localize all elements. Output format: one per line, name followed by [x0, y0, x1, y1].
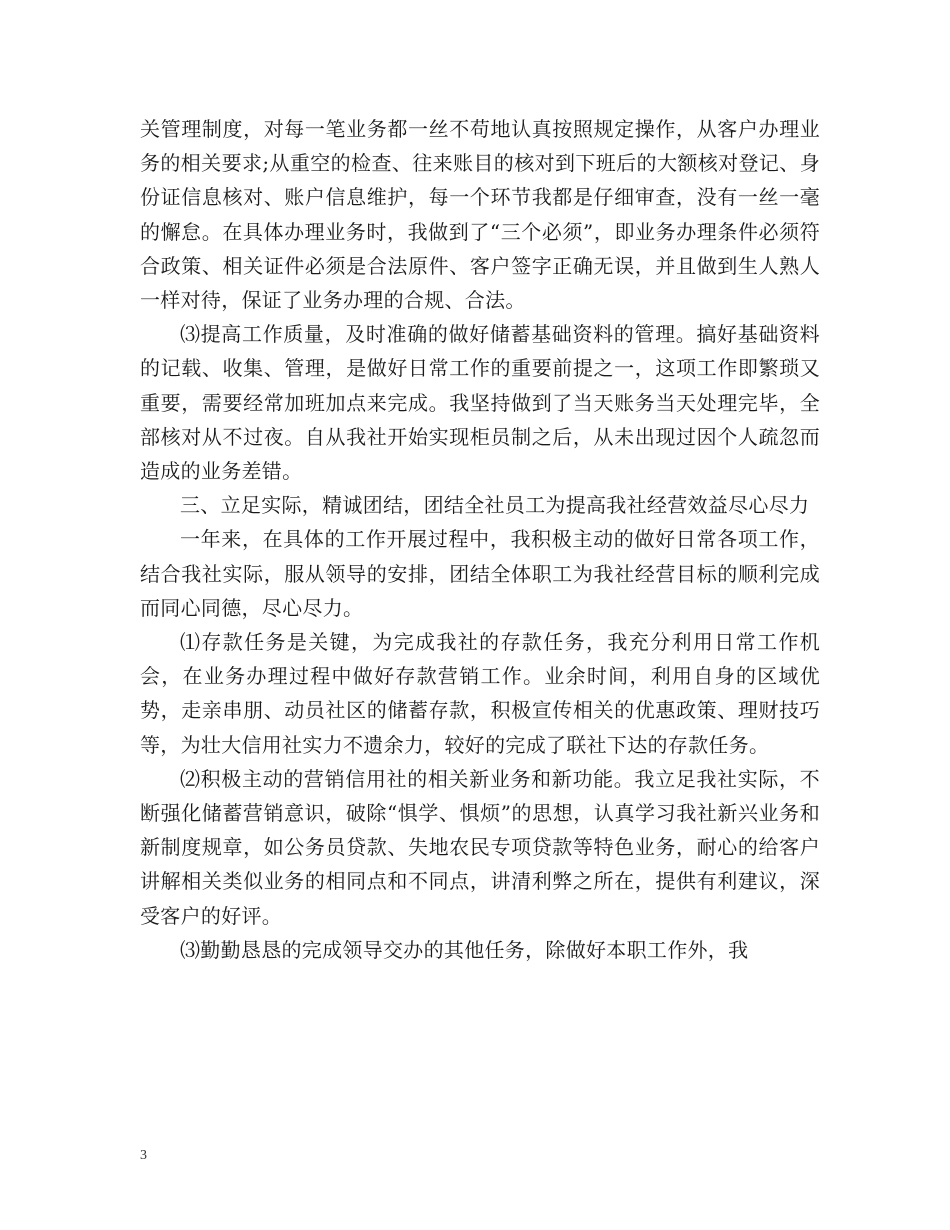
paragraph-section-intro: 一年来，在具体的工作开展过程中，我积极主动的做好日常各项工作，结合我社实际，服从领导的安排，团结全体职工为我社经营目标的顺利完成而同心同德，尽心尽力。: [140, 527, 820, 620]
paragraph-item-2-marketing: ⑵积极主动的营销信用社的相关新业务和新功能。我立足我社实际，不断强化储蓄营销意识，破除“惧学、惧烦”的思想，认真学习我社新兴业务和新制度规章，如公务员贷款、失地农民专项贷款等特色业务，耐心的给客户讲解相关类似业务的相同点和不同点，讲清利弊之所在，提供有利建议，深受客户的好评。: [140, 766, 820, 928]
paragraph-continuation: 关管理制度，对每一笔业务都一丝不苟地认真按照规定操作，从客户办理业务的相关要求;从重空的检查、往来账目的核对到下班后的大额核对登记、身份证信息核对、账户信息维护，每一个环节我都是仔细审查，没有一丝一毫的懈怠。在具体办理业务时，我做到了“三个必须”，即业务办理条件必须符合政策、相关证件必须是合法原件、客户签字正确无误，并且做到生人熟人一样对待，保证了业务办理的合规、合法。: [140, 117, 820, 313]
document-body: [140, 112, 820, 967]
page-number: 3: [140, 1148, 147, 1163]
paragraph-item-3-other-tasks: ⑶勤勤恳恳的完成领导交办的其他任务，除做好本职工作外，我: [180, 937, 749, 962]
paragraph-item-3-work-quality: ⑶提高工作质量，及时准确的做好储蓄基础资料的管理。搞好基础资料的记载、收集、管理，是做好日常工作的重要前提之一，这项工作即繁琐又重要，需要经常加班加点来完成。我坚持做到了当天账务当天处理完毕，全部核对从不过夜。自从我社开始实现柜员制之后，从未出现过因个人疏忽而造成的业务差错。: [140, 322, 820, 484]
section-heading-3: 三、立足实际，精诚团结，团结全社员工为提高我社经营效益尽心尽力: [180, 493, 810, 518]
paragraph-item-1-deposits: ⑴存款任务是关键，为完成我社的存款任务，我充分利用日常工作机会，在业务办理过程中做好存款营销工作。业余时间，利用自身的区域优势，走亲串朋、动员社区的储蓄存款，积极宣传相关的优惠政策、理财技巧等，为壮大信用社实力不遗余力，较好的完成了联社下达的存款任务。: [140, 630, 820, 757]
